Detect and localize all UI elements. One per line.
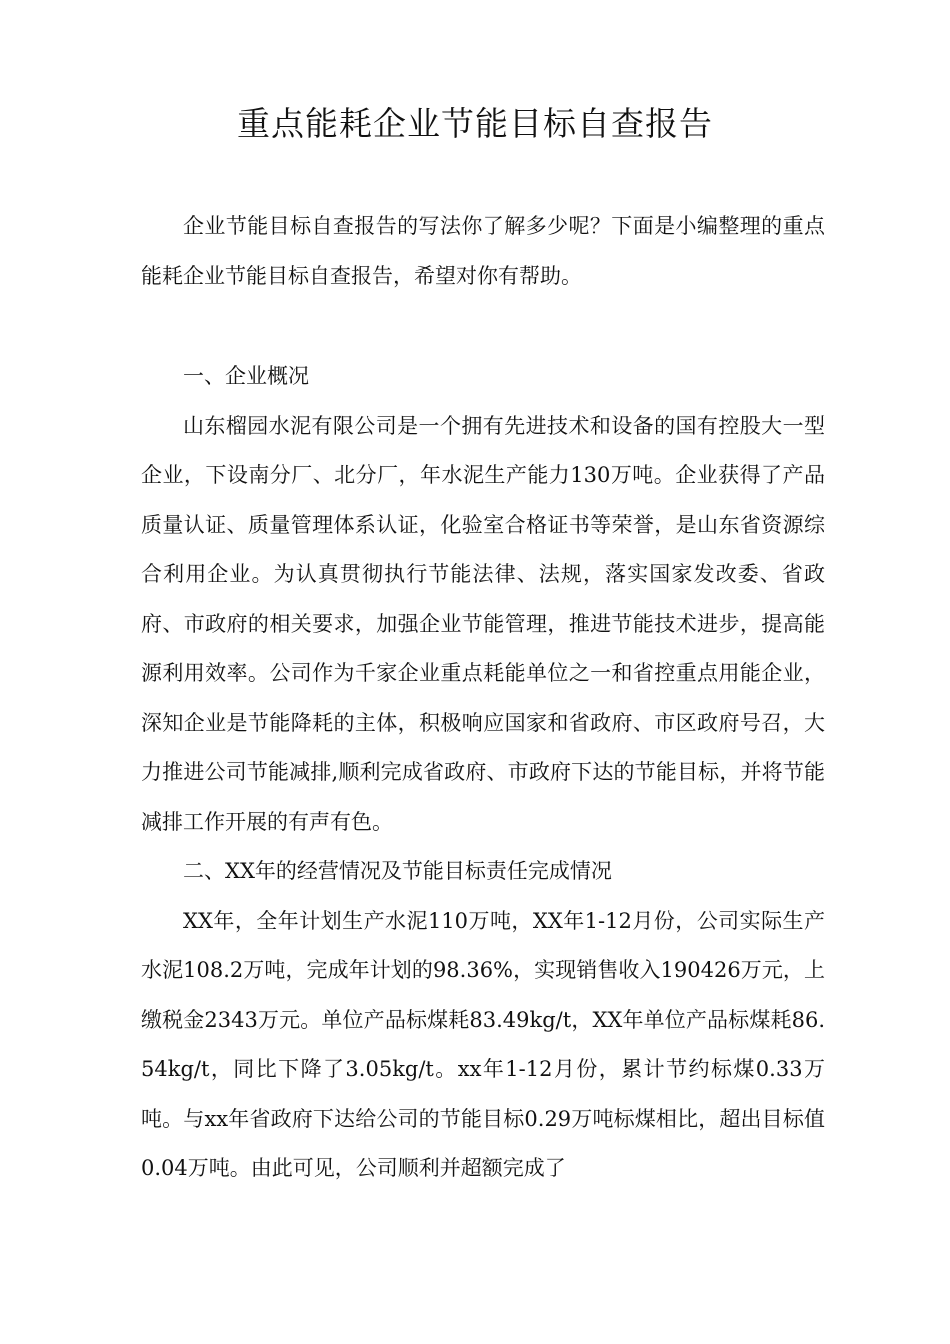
- intro-paragraph: 企业节能目标自查报告的写法你了解多少呢？下面是小编整理的重点能耗企业节能目标自查报告，希望对你有帮助。: [141, 214, 825, 288]
- section-heading-overview: 一、企业概况: [183, 364, 309, 388]
- sections-block: [141, 352, 825, 1194]
- section-paragraph-overview: 山东榴园水泥有限公司是一个拥有先进技术和设备的国有控股大一型企业，下设南分厂、北分厂，年水泥生产能力130万吨。企业获得了产品质量认证、质量管理体系认证，化验室合格证书等荣誉，是山东省资源综合利用企业。为认真贯彻执行节能法律、法规，落实国家发改委、省政府、市政府的相关要求，加强企业节能管理，推进节能技术进步，提高能源利用效率。公司作为千家企业重点耗能单位之一和省控重点用能企业，深知企业是节能降耗的主体，积极响应国家和省政府、市区政府号召，大力推进公司节能减排,顺利完成省政府、市政府下达的节能目标，并将节能减排工作开展的有声有色。: [141, 413, 825, 834]
- intro-block: [141, 202, 825, 301]
- section-heading-operations: 二、XX年的经营情况及节能目标责任完成情况: [183, 859, 612, 883]
- section-paragraph-operations: XX年，全年计划生产水泥110万吨，XX年1-12月份，公司实际生产水泥108.2万吨，完成年计划的98.36%，实现销售收入190426万元，上缴税金2343万元。单位产品标煤耗83.49kg/t，XX年单位产品标煤耗86.54kg/t，同比下降了3.05kg/t。xx年1-12月份，累计节约标煤0.33万吨。与xx年省政府下达给公司的节能目标0.29万吨标煤相比，超出目标值0.04万吨。由此可见，公司顺利并超额完成了: [141, 908, 825, 1180]
- document-title: 重点能耗企业节能目标自查报告: [237, 104, 713, 143]
